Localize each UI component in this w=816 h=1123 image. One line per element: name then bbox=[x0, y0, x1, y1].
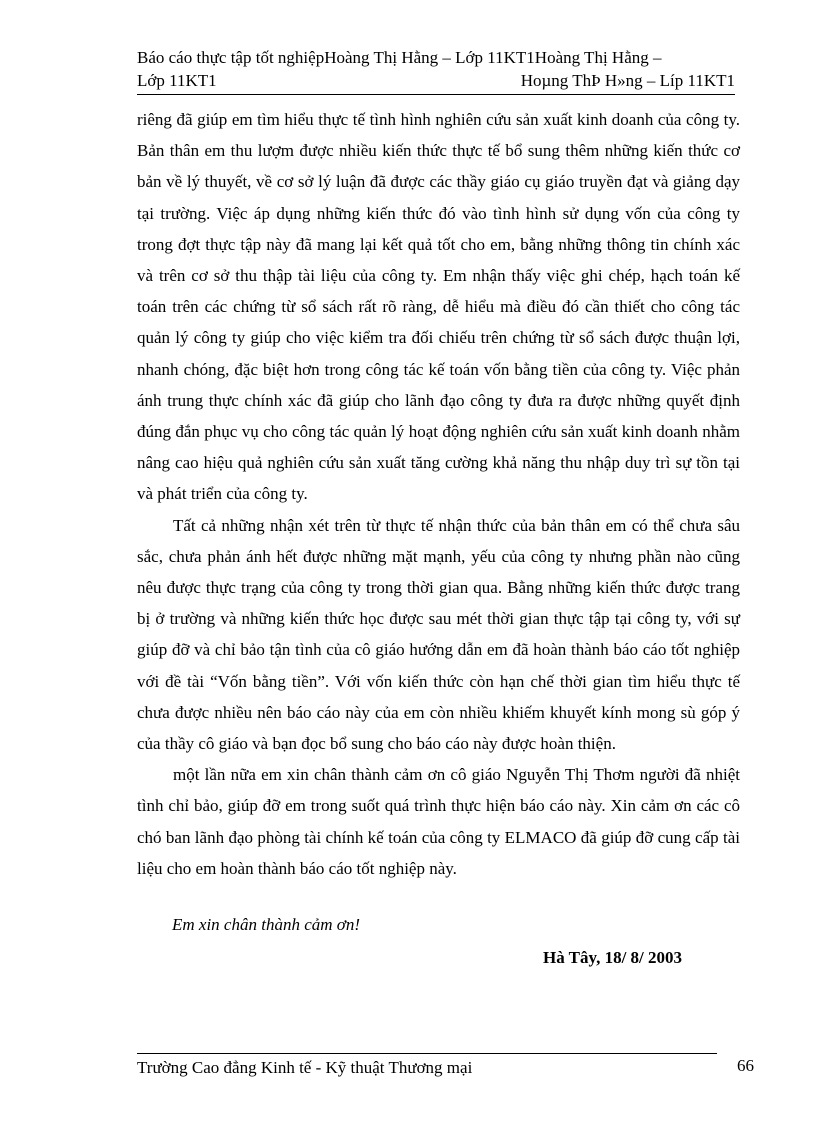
footer-divider bbox=[137, 1053, 717, 1054]
header-line-2-left: Lớp 11KT1 bbox=[137, 71, 217, 90]
paragraph-3-text: một lần nữa em xin chân thành cảm ơn cô giáo Nguyễn Thị Thơm người đã nhiệt tình chỉ bảo, giúp đỡ em trong suốt quá trình thực hiện báo cáo này. Xin cảm ơn các cô chó ban lãnh đạo phòng tài chính kế toán của công ty ELMACO đã giúp đỡ cung cấp tài liệu cho em hoàn thành báo cáo tốt nghiệp này. bbox=[137, 765, 740, 878]
paragraph-1 bbox=[137, 104, 740, 510]
document-body bbox=[137, 104, 740, 884]
header-line-2 bbox=[137, 69, 735, 92]
closing-line: Em xin chân thành cảm ơn! bbox=[172, 915, 361, 934]
page-number: 66 bbox=[737, 1056, 754, 1075]
footer-school-name: Trường Cao đẳng Kinh tế - Kỹ thuật Thương mại bbox=[137, 1058, 473, 1077]
paragraph-3 bbox=[137, 759, 740, 884]
page-header bbox=[137, 46, 735, 92]
header-divider bbox=[137, 94, 735, 95]
signature-date: Hà Tây, 18/ 8/ 2003 bbox=[543, 948, 683, 967]
paragraph-2-text: Tất cả những nhận xét trên từ thực tế nhận thức của bản thân em có thể chưa sâu sắc, chưa phản ánh hết được những mặt mạnh, yếu của công ty nhưng phần nào cũng nêu được thực trạng của công ty trong thời gian qua. Bằng những kiến thức được trang bị ở trường và những kiến thức học được sau mét thời gian thực tập tại công ty, với sự giúp đỡ và chỉ bảo tận tình của cô giáo hướng dẫn em đã hoàn thành báo cáo tốt nghiệp với đề tài “Vốn bằng tiền”. Với vốn kiến thức còn hạn chế thời gian tìm hiểu thực tế chưa được nhiều nên báo cáo này của em còn nhiều khiếm khuyết kính mong sù góp ý của thầy cô giáo và bạn đọc bổ sung cho báo cáo này được hoàn thiện. bbox=[137, 515, 740, 754]
paragraph-1-text: riêng đã giúp em tìm hiểu thực tế tình hình nghiên cứu sản xuất kinh doanh của công ty. Bản thân em thu lượm được nhiều kiến thức thực tế bổ sung thêm những kiến thức cơ bản về lý thuyết, về cơ sở lý luận đã được các thầy giáo cụ giáo truyền đạt và giảng dạy tại trường. Việc áp dụng những kiến thức đó vào tình hình sử dụng vốn của công ty trong đợt thực tập này đã mang lại kết quả tốt cho em, bằng những thông tin chính xác và trên cơ sở thu thập tài liệu của công ty. Em nhận thấy việc ghi chép, hạch toán kế toán trên các chứng từ sổ sách rất rõ ràng, dễ hiểu mà điều đó cần thiết cho công tác quản lý công ty giúp cho việc kiểm tra đối chiếu trên chứng từ sổ sách được thuận lợi, nhanh chóng, đặc biệt hơn trong công tác kế toán vốn bằng tiền của công ty. Việc phản ánh trung thực chính xác đã giúp cho lãnh đạo công ty đưa ra được những quyết định đúng đắn phục vụ cho công tác quản lý hoạt động nghiên cứu sản xuất kinh doanh nhằm nâng cao hiệu quả nghiên cứu sản xuất tăng cường khả năng thu nhập duy trì sự tồn tại và phát triển của công ty. bbox=[137, 110, 740, 504]
paragraph-2 bbox=[137, 510, 740, 760]
header-line-1: Báo cáo thực tập tốt nghiệpHoàng Thị Hằng – Lớp 11KT1Hoàng Thị Hằng – bbox=[137, 48, 662, 67]
header-line-2-right: Hoµng ThÞ H»ng – Líp 11KT1 bbox=[520, 71, 735, 90]
